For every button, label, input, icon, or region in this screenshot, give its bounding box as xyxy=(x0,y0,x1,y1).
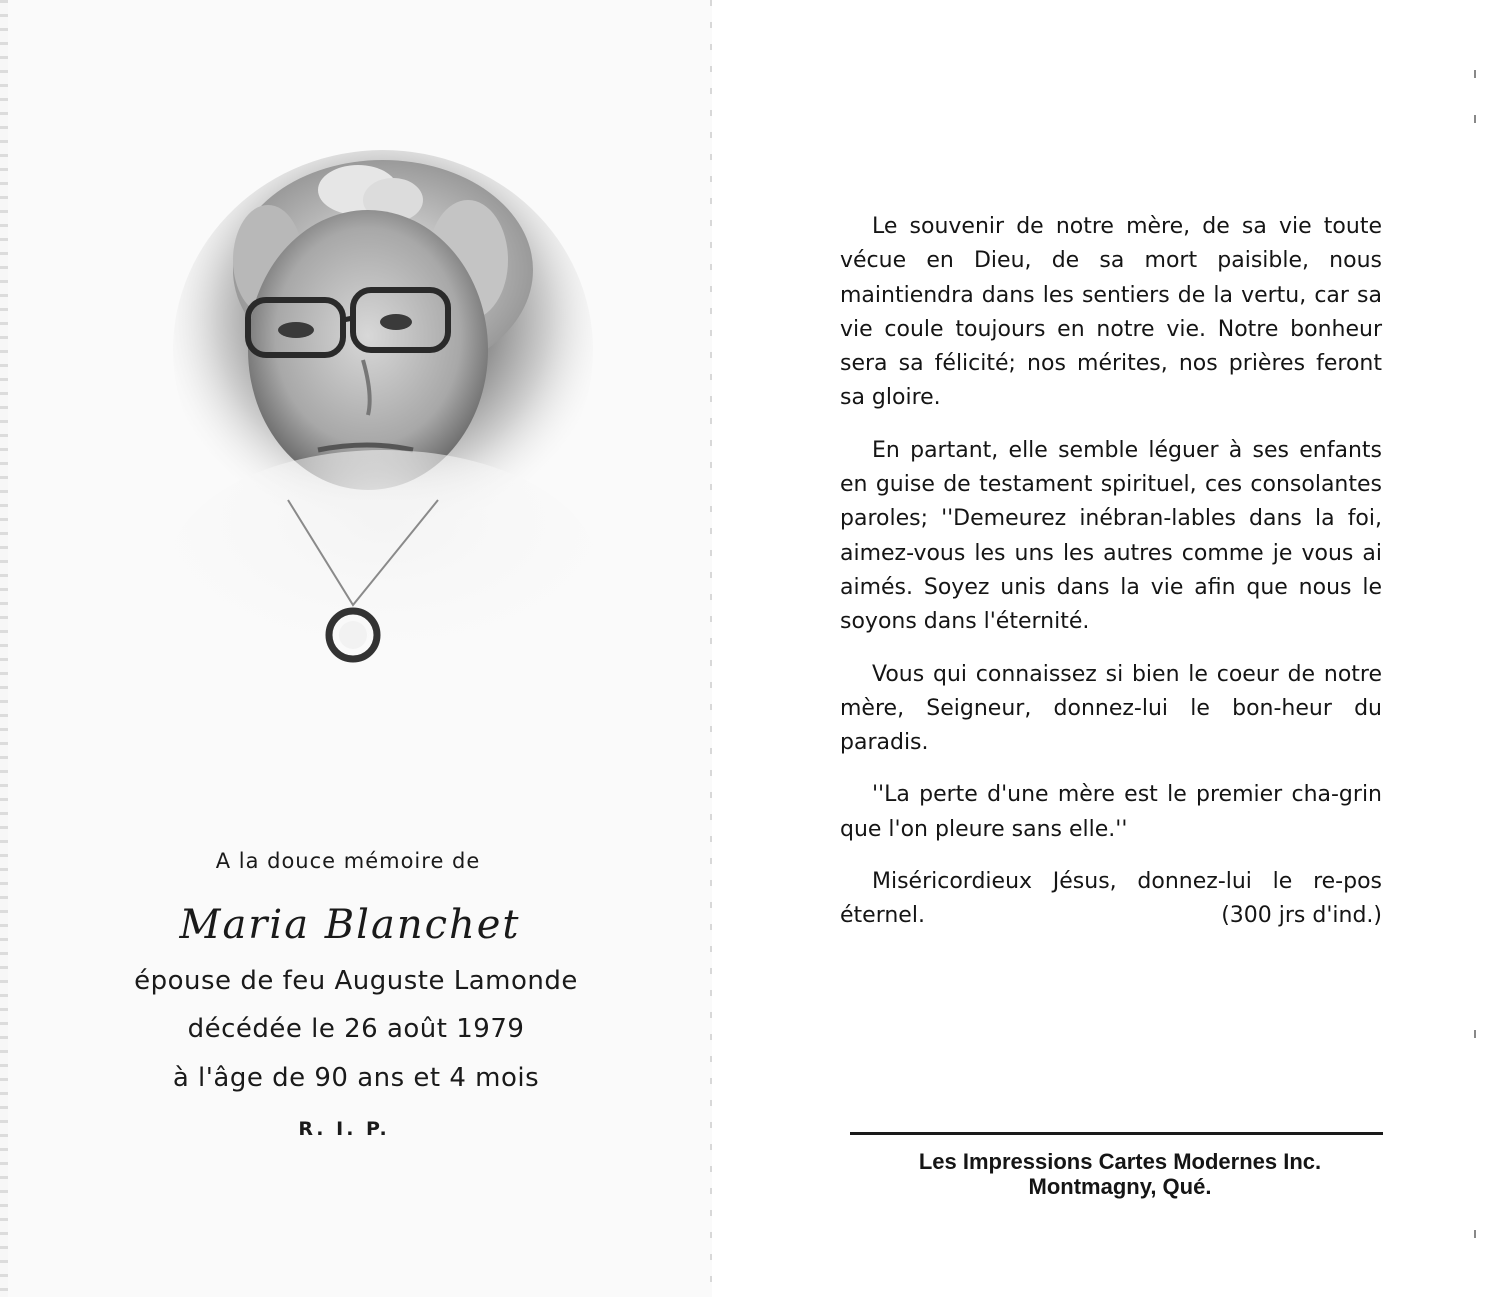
scan-mark xyxy=(1474,115,1476,123)
scan-mark xyxy=(1474,1230,1476,1238)
portrait-photo xyxy=(168,150,598,690)
age-line: à l'âge de 90 ans et 4 mois xyxy=(172,1063,540,1093)
deceased-name: Maria Blanchet xyxy=(179,902,521,948)
prayer-paragraph: En partant, elle semble léguer à ses enfants en guise de testament spirituel, ces consolantes paroles; ''Demeurez inébran-lables dans la foi, aimez-vous les uns les autres comme je vous ai aimés. Soyez unis dans la vie afin que nous le soyons dans l'éternité. xyxy=(840,437,1382,635)
prayer-paragraph: Le souvenir de notre mère, de sa vie toute vécue en Dieu, de sa mort paisible, nous maintiendra dans les sentiers de la vertu, car sa vie coule toujours en notre vie. Notre bonheur sera sa félicité; nos mérites, nos prières feront sa gloire. xyxy=(840,214,1382,411)
prayer-paragraph-final xyxy=(840,865,1382,934)
death-date-line: décédée le 26 août 1979 xyxy=(187,1014,525,1044)
prayer-text xyxy=(840,210,1382,952)
rip-text: R. I. P. xyxy=(298,1118,390,1140)
prayer-paragraph: Vous qui connaissez si bien le coeur de notre mère, Seigneur, donnez-lui le bon-heur du paradis. xyxy=(840,661,1382,756)
printer-divider xyxy=(850,1132,1383,1135)
printer-city: Montmagny, Qué. xyxy=(1028,1174,1212,1199)
scan-mark xyxy=(1474,70,1476,78)
spouse-line: épouse de feu Auguste Lamonde xyxy=(134,966,578,996)
printer-name: Les Impressions Cartes Modernes Inc. xyxy=(918,1149,1322,1174)
card-front xyxy=(0,0,712,1297)
indulgence-note: (300 jrs d'ind.) xyxy=(1221,903,1382,929)
printer-credit xyxy=(840,1149,1400,1199)
intro-text: A la douce mémoire de xyxy=(215,849,481,873)
scan-mark xyxy=(1474,1030,1476,1038)
prayer-final-text: Miséricordieux Jésus, donnez-lui le re-pos éternel. xyxy=(840,869,1382,929)
prayer-paragraph: ''La perte d'une mère est le premier cha-grin que l'on pleure sans elle.'' xyxy=(840,782,1382,842)
